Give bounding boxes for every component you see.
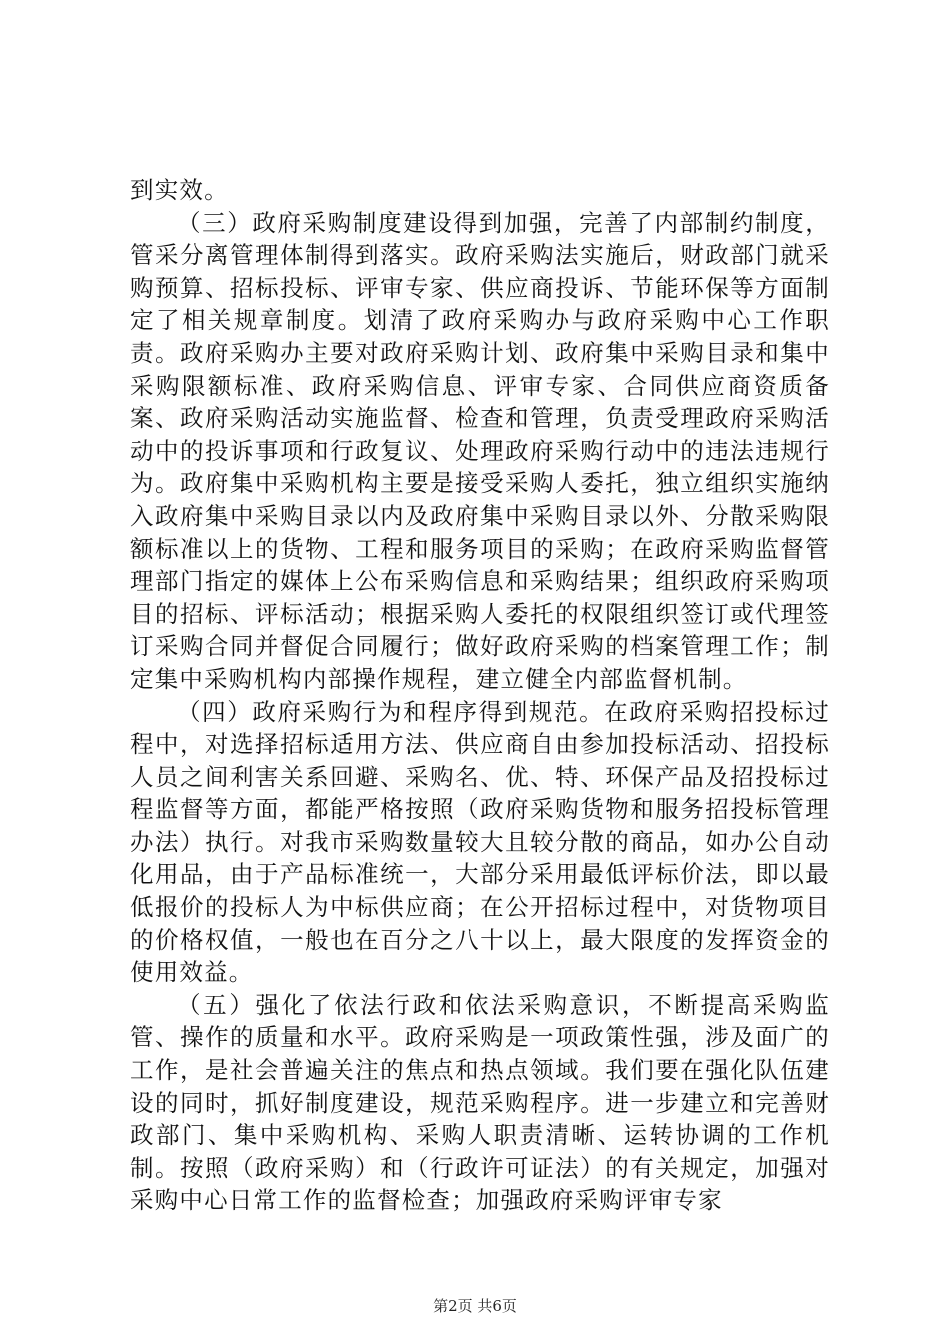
page-number-footer: 第2页 共6页	[433, 1297, 517, 1315]
paragraph-section-4: （四）政府采购行为和程序得到规范。在政府采购招投标过程中，对选择招标适用方法、供应商自由参加投标活动、招投标人员之间利害关系回避、采购名、优、特、环保产品及招投标过程监督等方面，都能严格按照（政府采购货物和服务招投标管理办法）执行。对我市采购数量较大且较分散的商品，如办公自动化用品，由于产品标准统一，大部分采用最低评标价法，即以最低报价的投标人为中标供应商；在公开招标过程中，对货物项目的价格权值，一般也在百分之八十以上，最大限度的发挥资金的使用效益。	[130, 697, 830, 987]
paragraph-section-5: （五）强化了依法行政和依法采购意识，不断提高采购监管、操作的质量和水平。政府采购是一项政策性强，涉及面广的工作，是社会普遍关注的焦点和热点领域。我们要在强化队伍建设的同时，抓好制度建设，规范采购程序。进一步建立和完善财政部门、集中采购机构、采购人职责清晰、运转协调的工作机制。按照（政府采购）和（行政许可证法）的有关规定，加强对采购中心日常工作的监督检查；加强政府采购评审专家	[130, 990, 830, 1215]
document-body	[130, 174, 830, 1217]
paragraph-continuation: 到实效。	[130, 176, 229, 204]
paragraph-section-3: （三）政府采购制度建设得到加强，完善了内部制约制度，管采分离管理体制得到落实。政府采购法实施后，财政部门就采购预算、招标投标、评审专家、供应商投诉、节能环保等方面制定了相关规章制度。划清了政府采购办与政府采购中心工作职责。政府采购办主要对政府采购计划、政府集中采购目录和集中采购限额标准、政府采购信息、评审专家、合同供应商资质备案、政府采购活动实施监督、检查和管理，负责受理政府采购活动中的投诉事项和行政复议、处理政府采购行动中的违法违规行为。政府集中采购机构主要是接受采购人委托，独立组织实施纳入政府集中采购目录以内及政府集中采购目录以外、分散采购限额标准以上的货物、工程和服务项目的采购；在政府采购监督管理部门指定的媒体上公布采购信息和采购结果；组织政府采购项目的招标、评标活动；根据采购人委托的权限组织签订或代理签订采购合同并督促合同履行；做好政府采购的档案管理工作；制定集中采购机构内部操作规程，建立健全内部监督机制。	[130, 208, 830, 693]
